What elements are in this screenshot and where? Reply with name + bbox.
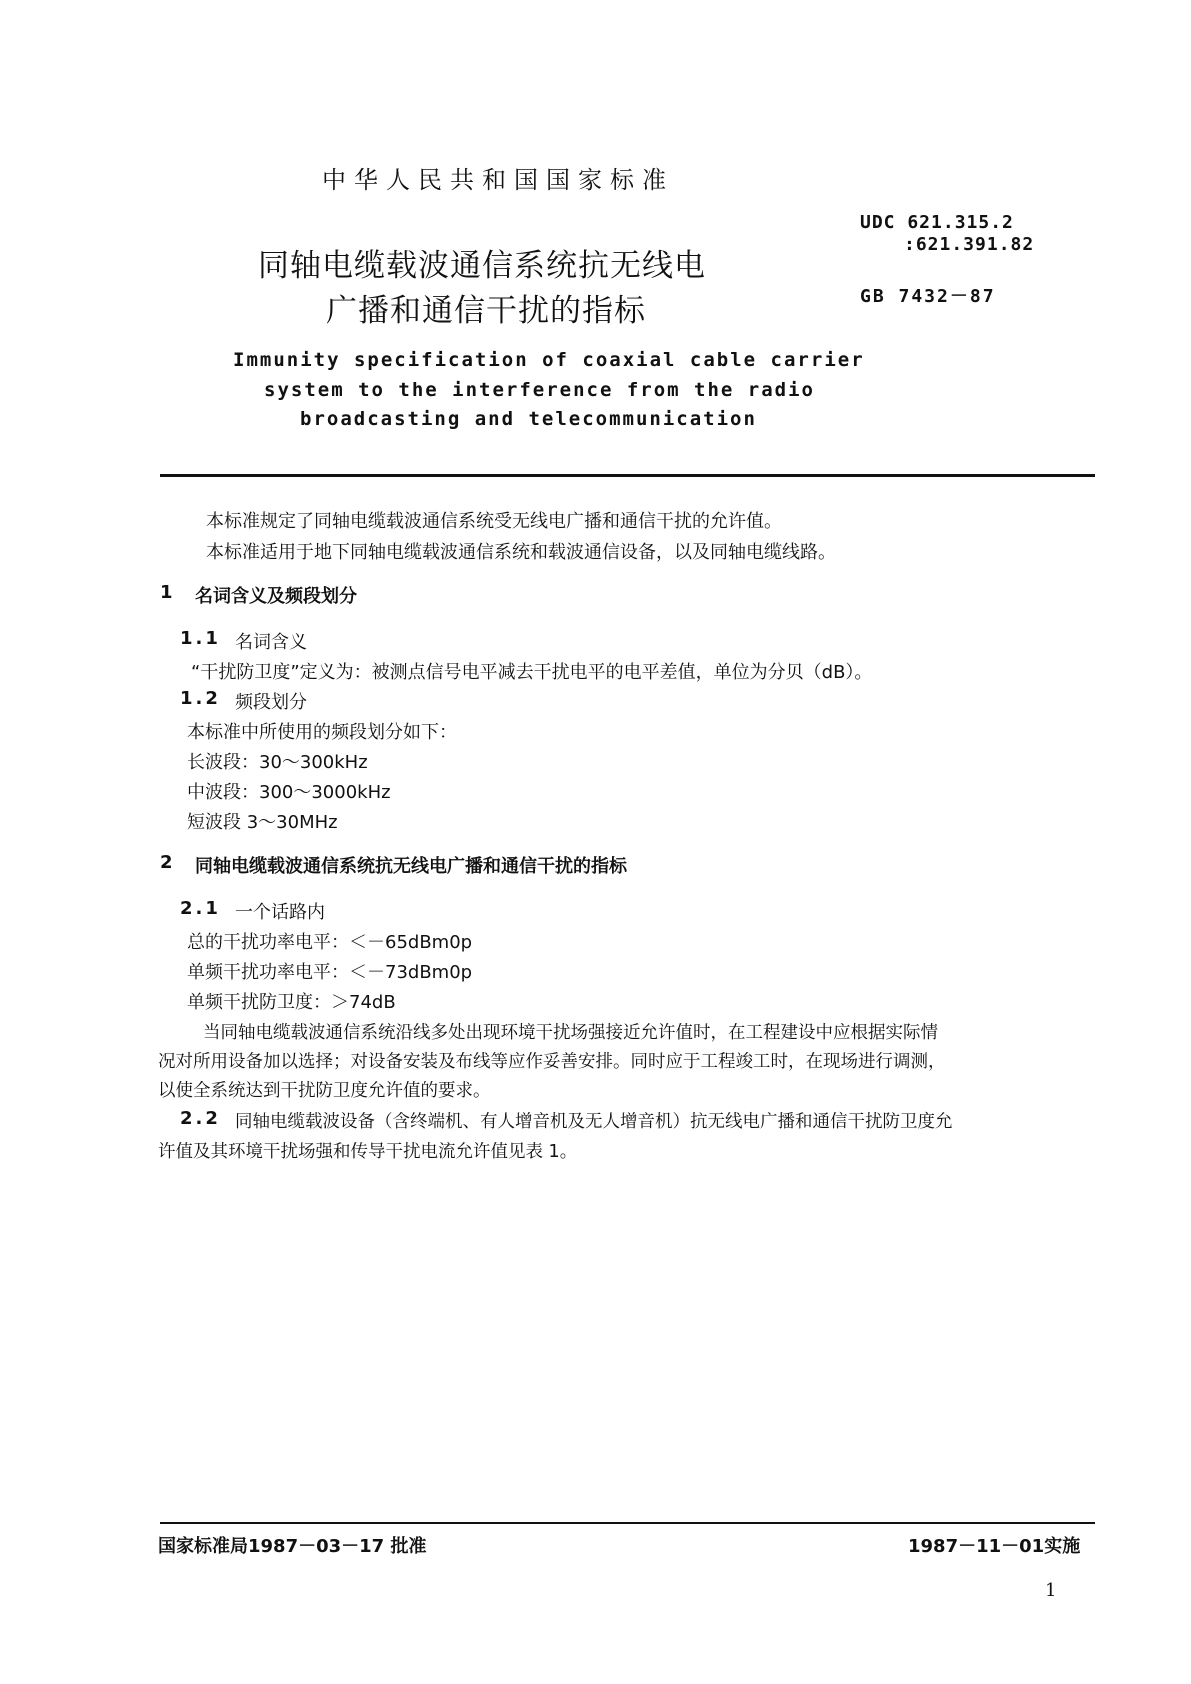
section-1-number: 1 — [160, 582, 173, 603]
section-1-1-title: 名词含义 — [235, 632, 307, 653]
section-1-2-title: 频段划分 — [235, 692, 307, 713]
section-2-1-title: 一个话路内 — [235, 902, 325, 923]
effective-date: 1987－11－01实施 — [908, 1536, 1081, 1557]
intro-paragraph-2: 本标准适用于地下同轴电缆载波通信系统和载波通信设备，以及同轴电缆线路。 — [206, 542, 836, 563]
section-2-number: 2 — [160, 852, 173, 873]
header-divider — [160, 474, 1095, 477]
long-wave-band: 长波段：30～300kHz — [187, 752, 368, 773]
udc-code-line2: :621.391.82 — [904, 234, 1035, 255]
section-2-1-para-line2: 况对所用设备加以选择；对设备安装及布线等应作妥善安排。同时应于工程竣工时，在现场进行调测， — [158, 1052, 946, 1072]
section-2-2-line1: 同轴电缆载波设备（含终端机、有人增音机及无人增音机）抗无线电广播和通信干扰防卫度允 — [235, 1112, 953, 1132]
english-title-line2: system to the interference from the radio — [264, 379, 815, 401]
footer-divider — [160, 1522, 1095, 1524]
total-interference-level: 总的干扰功率电平：＜－65dBm0p — [187, 932, 473, 953]
intro-paragraph-1: 本标准规定了同轴电缆载波通信系统受无线电广播和通信干扰的允许值。 — [206, 511, 782, 532]
medium-wave-band: 中波段：300～3000kHz — [187, 782, 391, 803]
section-2-2-line2: 许值及其环境干扰场强和传导干扰电流允许值见表 1。 — [158, 1142, 578, 1162]
document-title-line1: 同轴电缆载波通信系统抗无线电 — [258, 248, 706, 284]
section-1-1-text: “干扰防卫度”定义为：被测点信号电平减去干扰电平的电平差值，单位为分贝（dB）。 — [191, 662, 873, 683]
english-title-line1: Immunity specification of coaxial cable carrier — [233, 349, 865, 371]
band-intro: 本标准中所使用的频段划分如下： — [187, 722, 457, 743]
section-2-title: 同轴电缆载波通信系统抗无线电广播和通信干扰的指标 — [195, 856, 627, 877]
single-frequency-interference-level: 单频干扰功率电平：＜－73dBm0p — [187, 962, 473, 983]
english-title-line3: broadcasting and telecommunication — [300, 408, 757, 430]
section-2-2-number: 2.2 — [180, 1108, 221, 1129]
section-1-1-number: 1.1 — [180, 628, 221, 649]
single-frequency-protection: 单频干扰防卫度：＞74dB — [187, 992, 396, 1013]
udc-code-line1: UDC 621.315.2 — [860, 212, 1014, 233]
approval-date: 国家标准局1987－03－17 批准 — [158, 1536, 427, 1557]
document-title-line2: 广播和通信干扰的指标 — [326, 293, 646, 329]
short-wave-band: 短波段 3～30MHz — [187, 812, 338, 833]
gb-standard-code: GB 7432－87 — [860, 286, 996, 307]
section-1-title: 名词含义及频段划分 — [195, 586, 357, 607]
section-2-1-para-line1: 当同轴电缆载波通信系统沿线多处出现环境干扰场强接近允许值时，在工程建设中应根据实际情 — [203, 1023, 938, 1043]
section-2-1-number: 2.1 — [180, 898, 221, 919]
section-1-2-number: 1.2 — [180, 688, 221, 709]
standard-header: 中华人民共和国国家标准 — [322, 166, 674, 194]
page-number: 1 — [1045, 1580, 1057, 1601]
section-2-1-para-line3: 以使全系统达到干扰防卫度允许值的要求。 — [158, 1081, 491, 1101]
